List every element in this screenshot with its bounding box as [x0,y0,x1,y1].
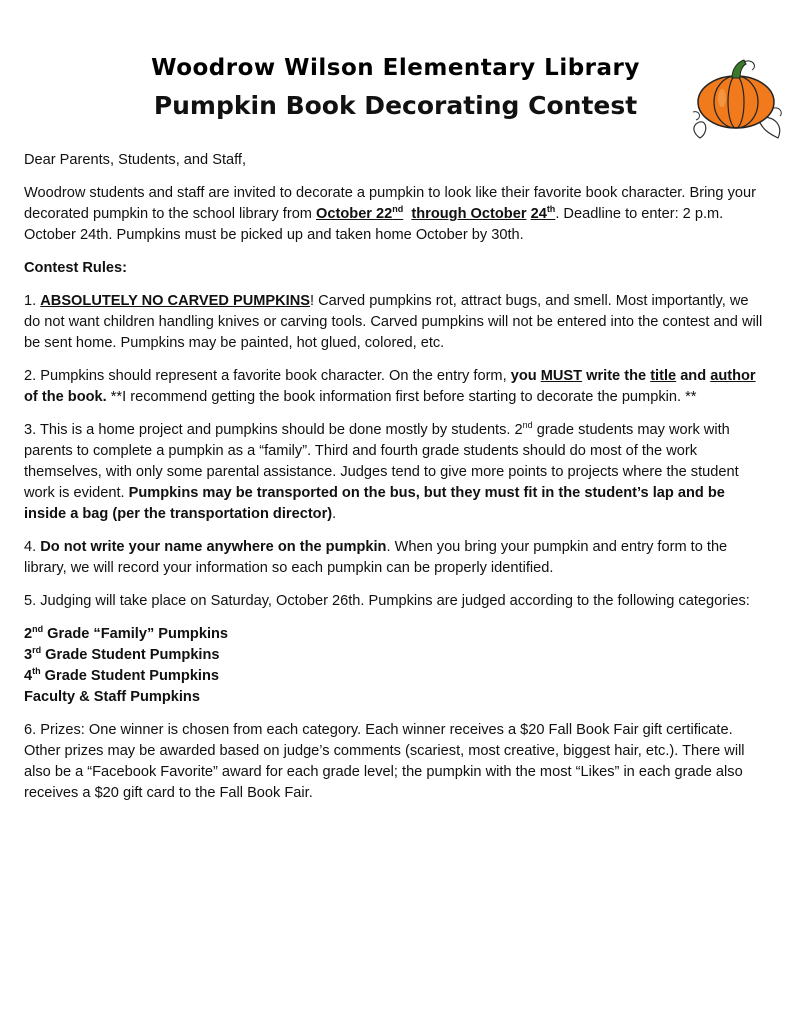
category-text: Grade Student Pumpkins [40,668,220,684]
rule-2-write: write the [582,368,651,384]
rule-3-bold: Pumpkins may be transported on the bus, but they must fit in the student’s lap and be inside a bag (per the transportation director) [24,485,725,522]
category-num: 2 [24,626,33,642]
rule-3-text-b: grade students may work with parents to complete a pumpkin as a “family”. Third and fourth grade students should do most of the work themselves, with only some parental assistance. Judges tend to give more points to projects where the student work is evident. [24,422,739,501]
date-end-sup: th [546,204,556,214]
category-list [24,624,767,708]
category-num: 3 [24,647,33,663]
rule-2-ofbook: of the book. [24,389,107,405]
rules-heading: Contest Rules: [24,260,127,276]
category-item [24,687,767,708]
category-item [24,645,767,666]
rule-1-text: ! Carved pumpkins rot, attract bugs, and smell. Most importantly, we do not want children handling knives or carving tools. Carved pumpkins will not be entered into the contest and will be sent home. Pumpkins may be painted, hot glued, colored, etc. [24,293,763,351]
rule-2-title: title [650,368,677,384]
date-end [531,206,556,222]
rule-3 [24,420,767,525]
rule-3-end: . [332,506,337,522]
category-item [24,666,767,687]
header [24,0,767,150]
contest-title: Pumpkin Book Decorating Contest [153,91,638,120]
rule-1-num: 1. [24,293,41,309]
category-sup: nd [32,624,44,634]
category-text: Grade “Family” Pumpkins [43,626,229,642]
date-start-text: October 22 [316,206,393,222]
through-text: through October [411,206,527,222]
date-start [316,206,403,222]
rule-4 [24,537,767,579]
rule-2 [24,366,767,408]
rule-2-you: you [510,368,541,384]
rule-5: 5. Judging will take place on Saturday, October 26th. Pumpkins are judged according to the following categories: [24,593,750,609]
category-num: Faculty & Staff Pumpkins [24,689,200,705]
rule-2-rest: **I recommend getting the book information first before starting to decorate the pumpkin. ** [106,389,697,405]
library-name: Woodrow Wilson Elementary Library [151,55,640,81]
rule-4-text: . When you bring your pumpkin and entry form to the library, we will record your information so each pumpkin can be properly identified. [24,539,728,576]
date-start-sup: nd [392,204,404,214]
date-end-text: 24 [530,206,547,222]
rule-2-and: and [676,368,711,384]
greeting: Dear Parents, Students, and Staff, [24,152,247,168]
category-text: Grade Student Pumpkins [41,647,220,663]
pumpkin-icon [688,54,788,144]
rule-2-must: MUST [540,368,583,384]
deadline-text: . Deadline to enter: 2 p.m. October 24th. Pumpkins must be picked up and taken home October by 30th. [24,206,724,243]
rule-4-num: 4. [24,539,41,555]
intro-text: Woodrow students and staff are invited to decorate a pumpkin to look like their favorite book character. Bring your decorated pumpkin to the school library from [24,185,756,222]
rule-1 [24,291,767,354]
intro-paragraph [24,183,767,246]
category-sup: rd [32,645,42,655]
rule-6: 6. Prizes: One winner is chosen from each category. Each winner receives a $20 Fall Book Fair gift certificate. Other prizes may be awarded based on judge’s comments (scariest, most creative, biggest hair, etc.). There will also be a “Facebook Favorite” award for each grade level; the pumpkin with the most “Likes” in each grade also receives a $20 gift card to the Fall Book Fair. [24,722,745,801]
rule-3-text: 3. This is a home project and pumpkins should be done mostly by students. 2 [24,422,523,438]
category-item [24,624,767,645]
category-sup: th [32,666,41,676]
rule-1-bold: ABSOLUTELY NO CARVED PUMPKINS [40,293,310,309]
rule-4-bold: Do not write your name anywhere on the pumpkin [40,539,387,555]
rule-3-sup: nd [522,420,533,430]
rule-2-text: 2. Pumpkins should represent a favorite book character. On the entry form, [24,368,511,384]
category-num: 4 [24,668,33,684]
rule-2-author: author [710,368,756,384]
